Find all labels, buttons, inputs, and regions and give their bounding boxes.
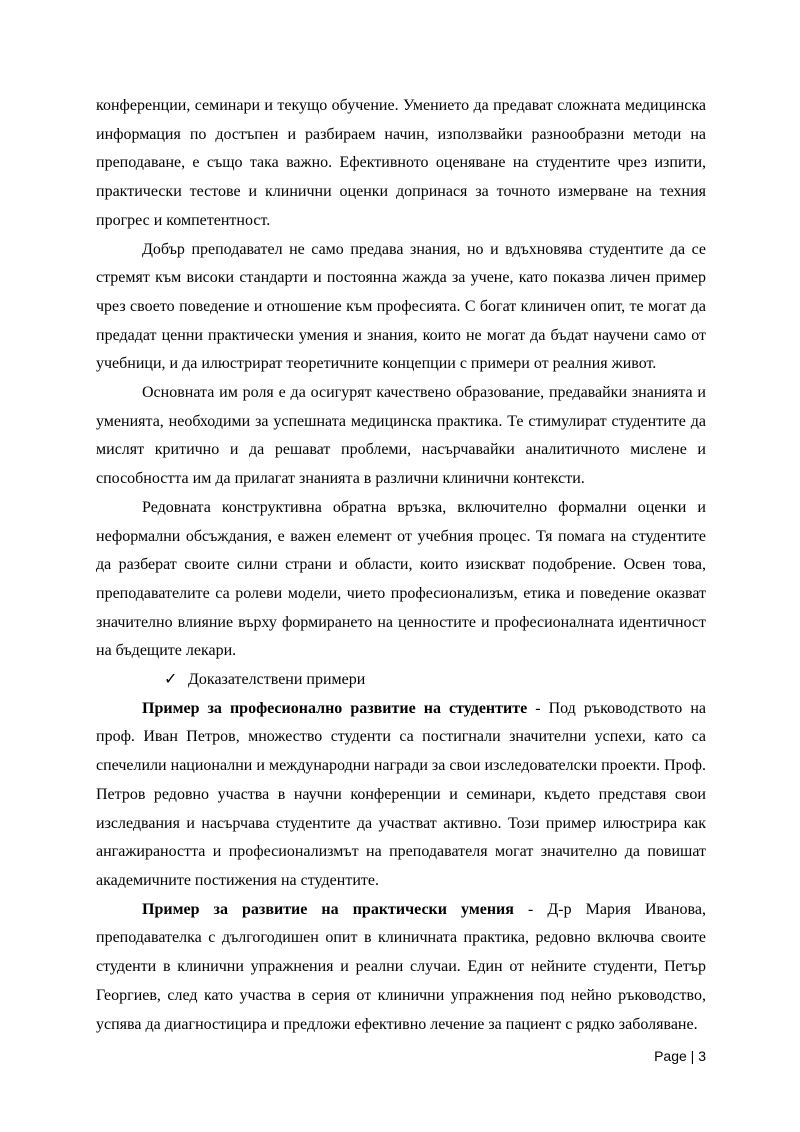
example-2-text: - Д-р Мария Иванова, преподавателка с дългогодишен опит в клиничната практика, редовно включва своите студенти в клинични упражнения и реални случаи. Един от нейните студенти, Петър Георгиев, след като участва в серия от клинични упражнения под нейно ръководство, успява да диагностицира и предложи ефективно лечение за пациент с рядко заболяване.: [96, 900, 707, 1033]
page-number-footer: Page | 3: [654, 1048, 706, 1064]
example-professional-development: [96, 695, 706, 896]
paragraph-2: Добър преподавател не само предава знания, но и вдъхновява студентите да се стремят към високи стандарти и постоянна жажда за учене, като показва личен пример чрез своето поведение и отношение към професията. С богат клиничен опит, те могат да предадат ценни практически умения и знания, които не могат да бъдат научени само от учебници, и да илюстрират теоретичните концепции с примери от реалния живот.: [96, 240, 706, 373]
example-2-heading: Пример за развитие на практически умения: [142, 900, 514, 918]
evidence-examples-item: [96, 666, 706, 695]
evidence-examples-label: Доказателствени примери: [188, 671, 366, 689]
paragraph-1: конференции, семинари и текущо обучение. Умението да предават сложната медицинска информация по достъпен и разбираем начин, използвайки разнообразни методи на преподаване, е също така важно. Ефективното оценяване на студентите чрез изпити, практически тестове и клинични оценки допринася за точното измерване на техния прогрес и компетентност.: [96, 97, 706, 229]
example-practical-skills: [96, 896, 706, 1040]
checkmark-icon: ✓: [164, 671, 178, 689]
example-1-heading: Пример за професионално развитие на студентите: [142, 699, 528, 717]
example-1-text: - Под ръководството на проф. Иван Петров, множество студенти са постигнали значителни успехи, като са спечелили национални и международни награди за свои изследователски проекти. Проф. Петров редовно участва в научни конференции и семинари, където представя свои изследвания и насърчава студентите да участват активно. Този пример илюстрира как ангажираността и професионализмът на преподавателя могат значително да повишат академичните постижения на студентите.: [96, 699, 707, 889]
paragraph-4: Редовната конструктивна обратна връзка, включително формални оценки и неформални обсъждания, е важен елемент от учебния процес. Тя помага на студентите да разберат своите силни страни и области, които изискват подобрение. Освен това, преподавателите са ролеви модели, чието професионализъм, етика и поведение оказват значително влияние върху формирането на ценностите и професионалната идентичност на бъдещите лекари.: [96, 498, 706, 660]
body-text: [96, 92, 706, 1039]
paragraph-3: Основната им роля е да осигурят качествено образование, предавайки знанията и уменията, необходими за успешната медицинска практика. Те стимулират студентите да мислят критично и да решават проблеми, насърчавайки аналитичното мислене и способността им да прилагат знанията в различни клинични контексти.: [96, 384, 706, 488]
